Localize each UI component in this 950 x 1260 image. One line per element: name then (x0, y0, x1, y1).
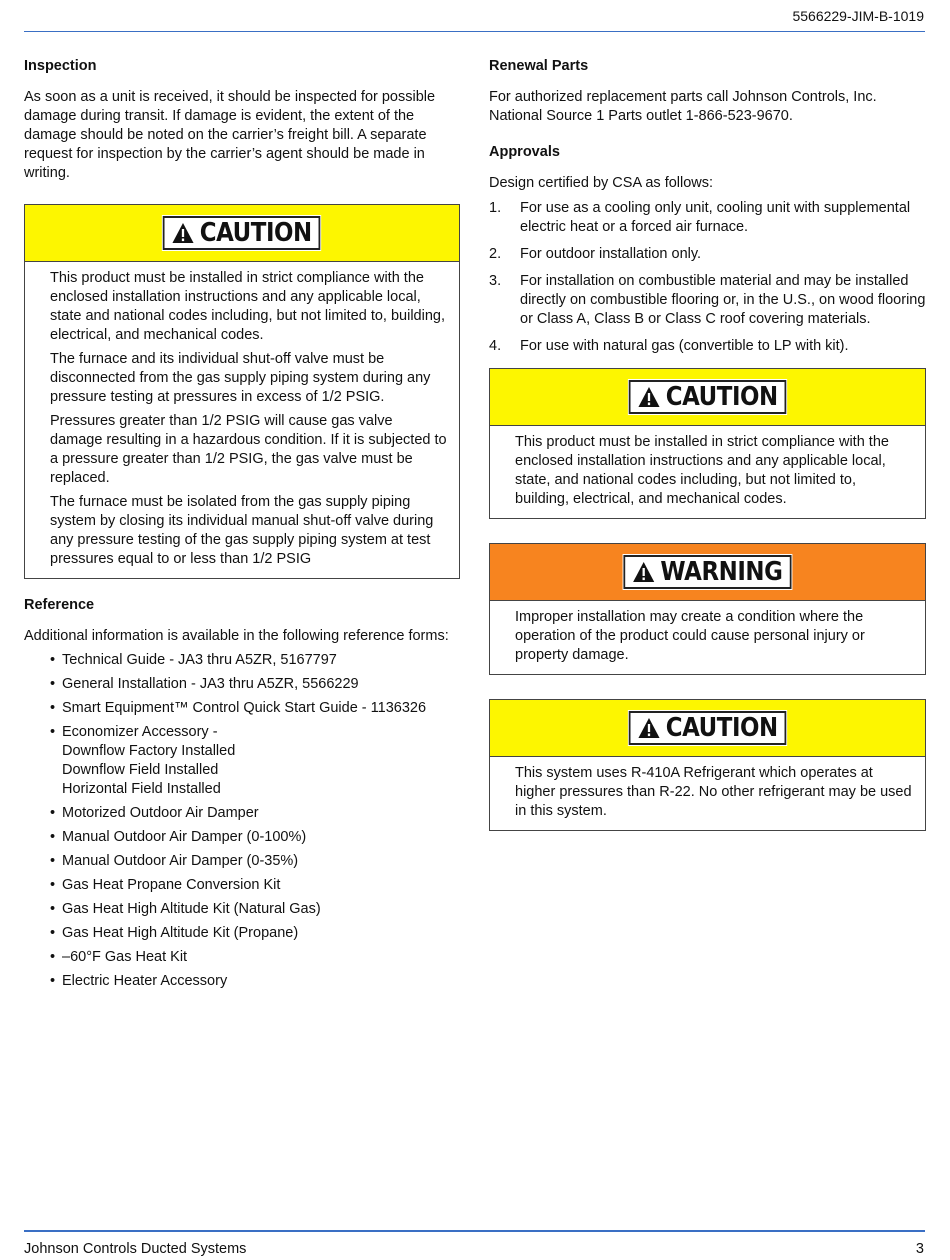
list-item: • Gas Heat High Altitude Kit (Natural Gas) (50, 900, 460, 919)
caution-gas-box (24, 204, 460, 579)
inspection-text: As soon as a unit is received, it should be inspected for possible damage during transit. If damage is evident, the extent of the damage should be noted on the carrier’s freight bill. A separate request for inspection by the carrier’s agent should be made in writing. (24, 89, 436, 181)
renewal-heading: Renewal Parts (489, 58, 589, 74)
warning-word: WARNING (660, 557, 783, 587)
caution-gas-paragraph: Pressures greater than 1/2 PSIG will cause gas valve damage resulting in a hazardous condition. If it is subjected to a pressure greater than 1/2 PSIG, the gas valve must be replaced. (50, 413, 447, 486)
caution-gas-paragraph: This product must be installed in strict compliance with the enclosed installation instructions and any applicable local, state and national codes including, but not limited to, building, electrical, and mechanical codes. (50, 270, 445, 343)
caution-header (25, 205, 459, 262)
caution-word: CAUTION (200, 218, 313, 248)
renewal-text: For authorized replacement parts call Johnson Controls, Inc. National Source 1 Parts outlet 1-866-523-9670. (489, 89, 877, 124)
item-text: For installation on combustible material and may be installed directly on combustible flooring or, in the U.S., on wood flooring or Class A, Class B or Class C roof covering materials. (520, 273, 926, 327)
list-item (489, 337, 926, 356)
left-column (24, 56, 460, 996)
reference-intro: Additional information is available in the following reference forms: (24, 628, 449, 644)
header-rule (24, 31, 925, 32)
item-number: 4. (489, 338, 502, 354)
caution-label (163, 216, 321, 250)
right-column (489, 56, 926, 831)
item-text: For outdoor installation only. (520, 246, 702, 262)
warning-triangle-icon (637, 717, 660, 739)
item-text: For use with natural gas (convertible to LP with kit). (520, 338, 849, 354)
reference-list (24, 651, 460, 991)
footer-rule (24, 1230, 925, 1232)
item-number: 2. (489, 246, 502, 262)
approvals-intro: Design certified by CSA as follows: (489, 175, 714, 191)
warning-install-text: Improper installation may create a condition where the operation of the product could cause personal injury or property damage. (515, 609, 865, 663)
document-number: 5566229-JIM-B-1019 (792, 8, 924, 24)
list-item: • Manual Outdoor Air Damper (0-35%) (50, 852, 460, 871)
warning-header (490, 544, 925, 601)
reference-heading: Reference (24, 597, 95, 613)
warning-label (624, 555, 792, 589)
caution-refrigerant-body (490, 757, 925, 830)
item-number: 1. (489, 200, 502, 216)
footer-company: Johnson Controls Ducted Systems (24, 1241, 247, 1257)
caution-word: CAUTION (665, 713, 778, 743)
page-number: 3 (915, 1241, 924, 1257)
caution-label (629, 711, 787, 745)
item-number: 3. (489, 273, 502, 289)
list-item: • Electric Heater Accessory (50, 972, 460, 991)
caution-gas-paragraph: The furnace must be isolated from the gas supply piping system by closing its individual manual shut-off valve during any pressure testing of the gas supply piping system at test pressures equal to or less than 1/2 PSIG (50, 494, 434, 567)
caution-refrigerant-box (489, 699, 926, 831)
list-item: • Technical Guide - JA3 thru A5ZR, 5167797 (50, 651, 460, 670)
approvals-list (489, 199, 926, 356)
caution-gas-paragraph: The furnace and its individual shut-off valve must be disconnected from the gas supply piping system during any pressure testing at pressures in excess of 1/2 PSIG. (50, 351, 431, 405)
list-item: • Manual Outdoor Air Damper (0-100%) (50, 828, 460, 847)
caution-header (490, 700, 925, 757)
list-item: • Economizer Accessory - Downflow Factory Installed Downflow Field Installed Horizontal Field Installed (50, 723, 460, 799)
list-item: • Gas Heat High Altitude Kit (Propane) (50, 924, 460, 943)
approvals-heading: Approvals (489, 144, 560, 160)
caution-refrigerant-text: This system uses R-410A Refrigerant which operates at higher pressures than R-22. No other refrigerant may be used in this system. (515, 765, 912, 819)
list-item: • Smart Equipment™ Control Quick Start Guide - 1136326 (50, 699, 460, 718)
caution-compliance-box (489, 368, 926, 519)
list-item: • Motorized Outdoor Air Damper (50, 804, 460, 823)
warning-install-box (489, 543, 926, 675)
caution-word: CAUTION (665, 382, 778, 412)
list-item: • General Installation - JA3 thru A5ZR, 5566229 (50, 675, 460, 694)
caution-label (629, 380, 787, 414)
list-item (489, 245, 926, 264)
inspection-heading: Inspection (24, 58, 97, 74)
caution-gas-body (25, 262, 459, 578)
warning-install-body (490, 601, 925, 674)
item-text: For use as a cooling only unit, cooling unit with supplemental electric heat or a forced air furnace. (520, 200, 911, 235)
list-item (489, 199, 926, 237)
list-item: • Gas Heat Propane Conversion Kit (50, 876, 460, 895)
warning-triangle-icon (637, 386, 660, 408)
caution-compliance-body (490, 426, 925, 518)
warning-triangle-icon (632, 561, 655, 583)
warning-triangle-icon (172, 222, 195, 244)
caution-header (490, 369, 925, 426)
list-item (489, 272, 926, 329)
caution-compliance-text: This product must be installed in strict compliance with the enclosed installation instructions and any applicable local, state, and national codes including, but not limited to, building, electrical, and mechanical codes. (515, 434, 889, 507)
list-item: • –60°F Gas Heat Kit (50, 948, 460, 967)
